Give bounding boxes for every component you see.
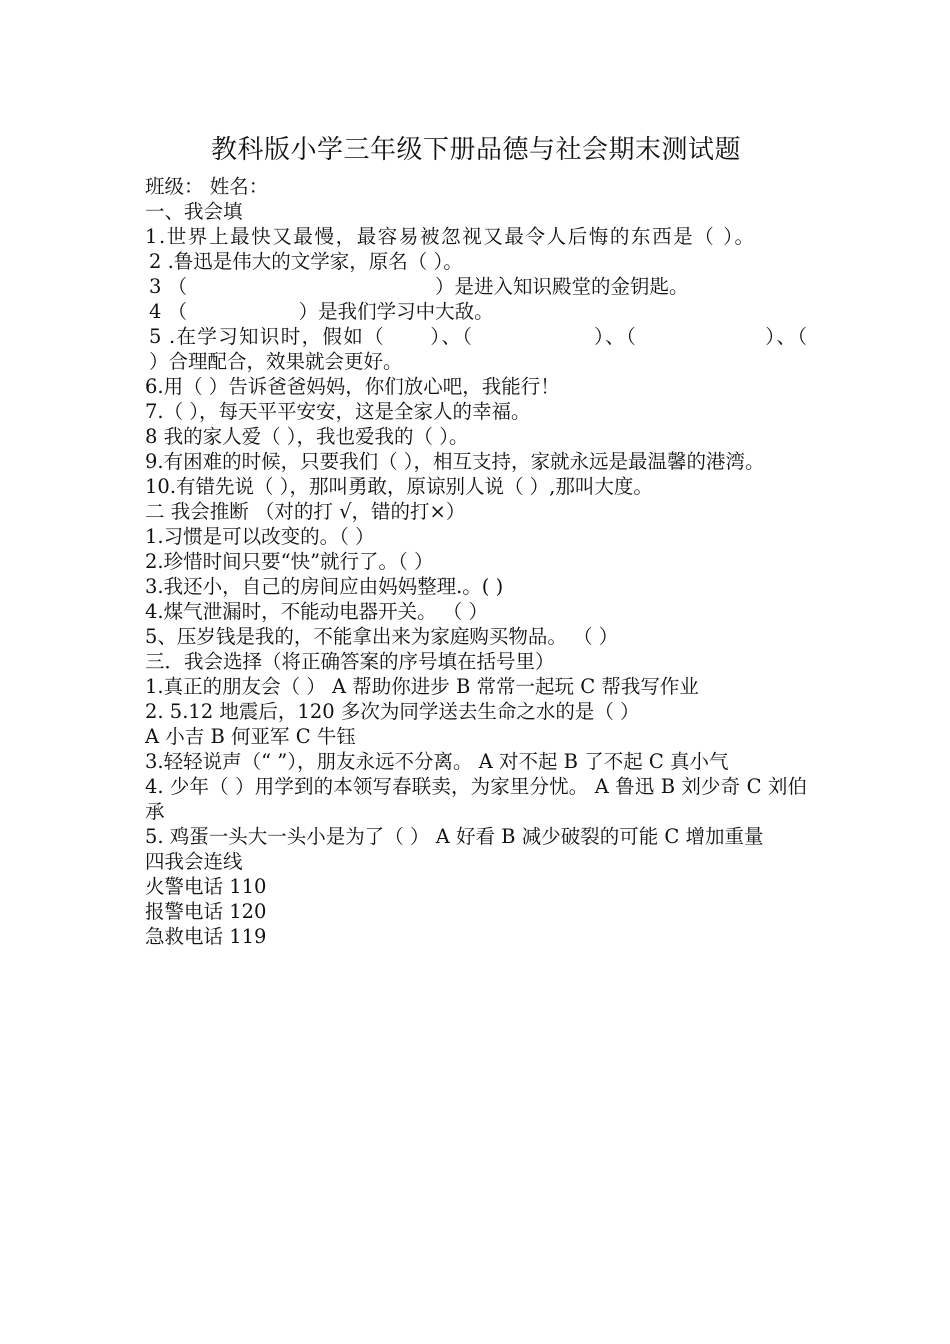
fill-question-8: 8 我的家人爱（ ），我也爱我的（ ）。 [145, 425, 469, 448]
section-4-heading: 四我会连线 [145, 850, 243, 873]
fill-question-4: 4 （ ）是我们学习中大敌。 [149, 300, 494, 323]
choice-question-1: 1.真正的朋友会（ ） A 帮助你进步 B 常常一起玩 C 帮我写作业 [145, 675, 699, 698]
document-body [145, 126, 907, 949]
choice-question-2-options: A 小吉 B 何亚军 C 牛钰 [145, 725, 356, 748]
judge-question-3: 3.我还小，自己的房间应由妈妈整理.。( ) [145, 575, 504, 598]
choice-question-3: 3.轻轻说声（“ ”），朋友永远不分离。 A 对不起 B 了不起 C 真小气 [145, 750, 729, 773]
document-title: 教科版小学三年级下册品德与社会期末测试题 [210, 135, 741, 165]
fill-question-10: 10.有错先说（ ），那叫勇敢，原谅别人说（ ）,那叫大度。 [145, 475, 653, 498]
choice-question-4: 4. 少年（ ）用学到的本领写春联卖，为家里分忧。 A 鲁迅 B 刘少奇 C 刘伯承 [145, 775, 807, 823]
judge-question-2: 2.珍惜时间只要“快”就行了。（ ） [145, 550, 434, 573]
judge-question-1: 1.习惯是可以改变的。（ ） [145, 525, 375, 548]
fill-question-5: 5 .在学习知识时，假如（ ）、（ ）、（ ）、（ ）合理配合，效果就会更好。 [149, 325, 907, 373]
fill-question-6: 6.用（ ）告诉爸爸妈妈，你们放心吧，我能行！ [145, 375, 560, 398]
match-item-2: 报警电话 120 [145, 900, 267, 923]
fill-question-9: 9.有困难的时候，只要我们（ ），相互支持，家就永远是最温馨的港湾。 [145, 450, 765, 473]
section-3-heading: 三．我会选择（将正确答案的序号填在括号里） [145, 650, 555, 673]
choice-question-2: 2. 5.12 地震后，120 多次为同学送去生命之水的是（ ） [145, 700, 640, 723]
match-item-1: 火警电话 110 [145, 875, 267, 898]
fill-question-1: 1.世界上最快又最慢，最容易被忽视又最令人后悔的东西是（ ）。 [145, 225, 756, 248]
section-1-heading: 一、我会填 [145, 200, 243, 223]
match-item-3: 急救电话 119 [145, 925, 267, 948]
judge-question-5: 5、压岁钱是我的，不能拿出来为家庭购买物品。 （ ） [145, 625, 619, 648]
fill-question-2: 2 .鲁迅是伟大的文学家，原名（ ）。 [149, 250, 463, 273]
fill-question-7: 7.（ ），每天平平安安，这是全家人的幸福。 [145, 400, 531, 423]
choice-question-5: 5. 鸡蛋一头大一头小是为了（ ） A 好看 B 减少破裂的可能 C 增加重量 [145, 825, 764, 848]
judge-question-4: 4.煤气泄漏时，不能动电器开关。 （ ） [145, 600, 489, 623]
section-2-heading: 二 我会推断 （对的打 √，错的打×） [145, 500, 466, 523]
fill-question-3: 3 （ ）是进入知识殿堂的金钥匙。 [149, 275, 689, 298]
class-name-line: 班级： 姓名： [145, 175, 269, 198]
